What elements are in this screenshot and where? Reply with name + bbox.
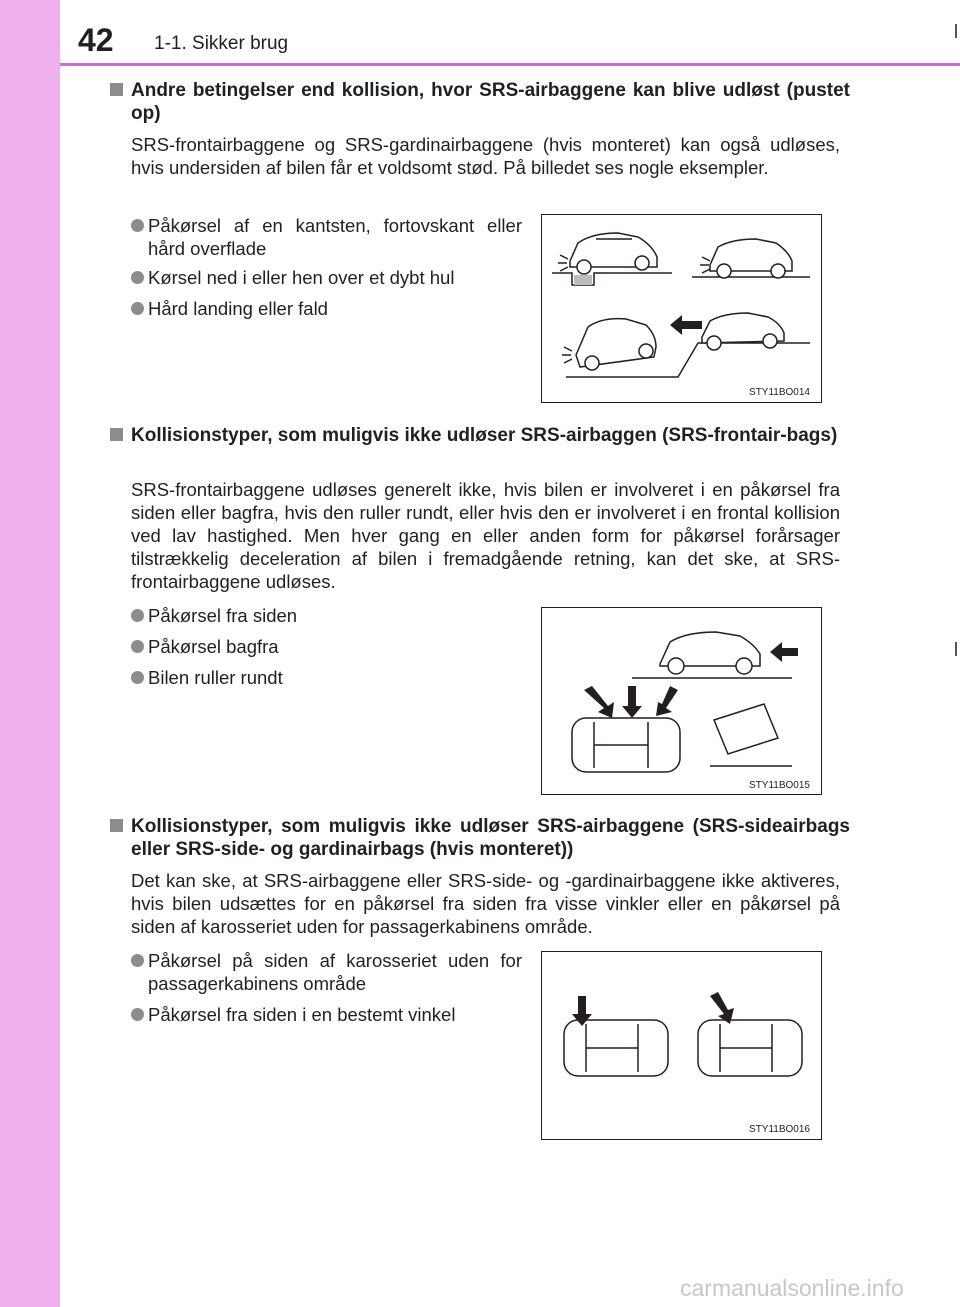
- figure-curb-impact: [541, 214, 822, 403]
- bullet-dot-icon: [131, 640, 144, 653]
- list-item-text: Påkørsel fra siden: [148, 605, 298, 626]
- figure-code: STY11BO014: [749, 387, 810, 398]
- bullet-dot-icon: [131, 302, 144, 315]
- section-heading: [110, 79, 850, 125]
- bullet-dot-icon: [131, 609, 144, 622]
- crop-mark: [955, 24, 957, 38]
- square-bullet-icon: [110, 819, 123, 832]
- car-illustration: [542, 608, 821, 794]
- list-item-text: Påkørsel bagfra: [148, 636, 279, 657]
- list-item: [131, 266, 522, 289]
- list-item: [131, 949, 522, 995]
- figure-side-impact-angle: [541, 951, 822, 1140]
- list-item: [131, 666, 522, 689]
- list-item-text: Påkørsel af en kantsten, fortovskant eller hård overflade: [148, 215, 522, 259]
- section-heading: [110, 424, 850, 447]
- figure-code: STY11BO015: [749, 780, 810, 791]
- bullet-dot-icon: [131, 1008, 144, 1021]
- section-heading: [110, 815, 850, 861]
- heading-text: Kollisionstyper, som muligvis ikke udløser SRS-airbaggene (SRS-sideairbags eller SRS-side- og gardinairbags (hvis monteret)): [131, 816, 850, 860]
- list-item-text: Påkørsel på siden af karosseriet uden for passagerkabinens område: [148, 950, 522, 994]
- bullet-dot-icon: [131, 671, 144, 684]
- figure-code: STY11BO016: [749, 1124, 810, 1135]
- list-item: [131, 297, 522, 320]
- heading-text: Kollisionstyper, som muligvis ikke udløser SRS-airbaggen (SRS-frontair-bags): [131, 425, 838, 446]
- sidebar-tab: [0, 0, 60, 1307]
- paragraph: SRS-frontairbaggene og SRS-gardinairbaggene (hvis monteret) kan også udløses, hvis undersiden af bilen får et voldsomt stød. På billedet ses nogle eksempler.: [131, 134, 840, 178]
- page-number: 42: [78, 22, 114, 58]
- list-item: [131, 635, 522, 658]
- crop-mark: [955, 642, 957, 656]
- list-item: [131, 214, 522, 260]
- list-item-text: Kørsel ned i eller hen over et dybt hul: [148, 267, 455, 288]
- square-bullet-icon: [110, 428, 123, 441]
- list-item-text: Påkørsel fra siden i en bestemt vinkel: [148, 1004, 456, 1025]
- list-item: [131, 604, 522, 627]
- square-bullet-icon: [110, 83, 123, 96]
- heading-text: Andre betingelser end kollision, hvor SRS-airbaggene kan blive udløst (pustet op): [131, 80, 850, 124]
- bullet-dot-icon: [131, 954, 144, 967]
- bullet-dot-icon: [131, 219, 144, 232]
- section-title: 1-1. Sikker brug: [154, 33, 289, 54]
- paragraph: Det kan ske, at SRS-airbaggene eller SRS-side- og -gardinairbaggene ikke aktiveres, hvis bilen udsættes for en påkørsel fra siden fra visse vinkler eller en påkørsel på siden af karosseriet uden for passagerkabinens område.: [131, 870, 840, 937]
- header-rule: [60, 63, 960, 66]
- list-item: [131, 1003, 522, 1026]
- list-item-text: Bilen ruller rundt: [148, 667, 283, 688]
- paragraph: SRS-frontairbaggene udløses generelt ikke, hvis bilen er involveret i en påkørsel fra siden eller bagfra, hvis den ruller rundt, eller hvis den er involveret i en frontal kollision ved lav hastighed. Men hver gang en eller anden form for påkørsel forårsager tilstrækkelig deceleration af bilen i fremadgående retning, kan det ske, at SRS-frontairbaggene udløses.: [131, 479, 840, 592]
- car-illustration: [542, 215, 821, 402]
- figure-side-rear-rollover: [541, 607, 822, 795]
- car-illustration: [542, 952, 821, 1139]
- list-item-text: Hård landing eller fald: [148, 298, 328, 319]
- watermark: carmanualsonline.info: [680, 1275, 904, 1301]
- bullet-dot-icon: [131, 271, 144, 284]
